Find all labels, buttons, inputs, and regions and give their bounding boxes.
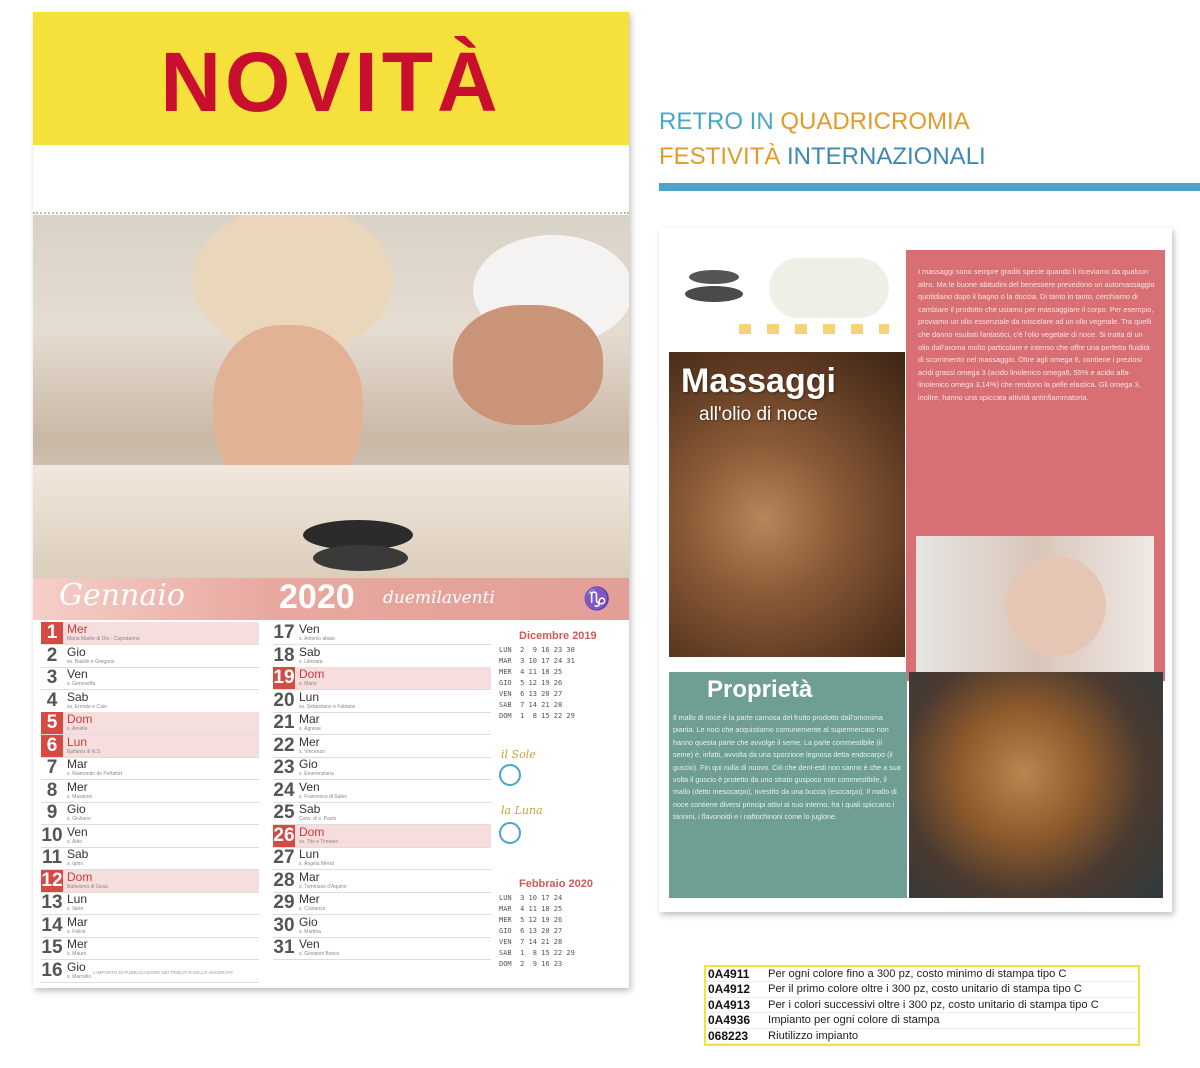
mini-calendar-row: SAB 7 14 21 28 [499,701,563,709]
day-name: Mar [299,712,320,726]
day-number: 20 [273,689,295,711]
mini-calendar-row: LUN 2 9 16 23 30 [499,646,575,654]
calendar-day [273,735,491,758]
mini-calendar-row: GIO 6 13 20 27 [499,927,563,935]
day-number: 19 [273,667,295,688]
day-number: 9 [46,802,58,823]
sun-icon [499,764,521,786]
day-number: 31 [273,937,295,958]
day-number: 23 [273,757,295,778]
rolled-towel [769,258,889,318]
day-name: Lun [299,689,320,704]
day-saint: Maria Madre di Dio - Capodanno [67,636,140,642]
day-saint: s. Emerenziana [299,771,334,777]
calendar-day [41,690,259,713]
next-month-title: Febbraio 2020 [519,878,593,890]
day-name: Gio [67,959,86,974]
cracked-walnuts-photo [909,672,1163,898]
stone [689,270,739,284]
day-name: Dom [299,824,325,839]
day-name: Mar [67,757,88,771]
calendar-day [41,937,259,960]
day-name: Mar [67,914,88,929]
day-saint: s. Aldo [67,838,83,845]
day-saint: Conv. di s. Paolo [299,816,337,822]
day-saint: s. Raimondo de Peñafort [67,771,123,777]
day-name: Mer [299,892,320,906]
day-name: Dom [67,712,93,726]
wall-calendar [33,12,629,988]
mini-calendar-row: LUN 3 10 17 24 [499,894,563,902]
price-description: Per ogni colore fino a 300 pz, costo minimo di stampa tipo C [768,968,1067,980]
day-saint: ss. Basilio e Gregorio [67,658,115,665]
capricorn-icon: ♑ [583,586,611,611]
calendar-day [41,712,259,735]
price-code: 0A4911 [708,967,750,981]
pink-text-panel [906,250,1165,681]
calendar-day [273,870,491,893]
day-name: Gio [299,914,318,929]
heading-retro [659,108,970,136]
day-saint: s. Igino [67,861,84,867]
day-saint: s. Felice [67,928,86,935]
day-name: Dom [299,667,325,681]
mini-calendar-row: SAB 1 8 15 22 29 [499,949,575,957]
massaggi-title: Massaggi [681,362,836,400]
day-number: 24 [273,779,295,801]
day-number: 14 [41,914,63,936]
day-saint: s. Mario [299,681,317,687]
calendar-day [41,915,259,938]
woman-right-face [453,305,603,425]
calendar-day [41,780,259,803]
day-saint: Epifania di N.S. [67,748,102,755]
day-number: 18 [273,644,295,666]
day-name: Gio [67,644,86,659]
day-name: Mer [299,734,320,749]
mini-calendar-row: MAR 4 11 18 25 [499,905,563,913]
day-name: Sab [299,644,321,659]
price-row [706,1013,1138,1028]
day-saint: s. Agnese [299,726,321,732]
price-code: 0A4912 [708,982,751,997]
month-name: Gennaio [59,578,185,613]
day-number: 27 [273,847,295,868]
calendar-day [273,690,491,713]
day-name: Gio [299,757,318,771]
calendar-day [273,780,491,803]
day-saint: s. Marcello [67,973,92,980]
price-description: Riutilizzo impianto [768,1029,859,1042]
day-saint: s. Genoveffa [67,681,96,687]
perforation-line [33,212,629,214]
price-description: Per il primo colore oltre i 300 pz, costo unitario di stampa tipo C [768,983,1083,996]
day-saint: Battesimo di Gesù [67,883,108,890]
calendar-day [273,667,491,690]
day-saint: ss. Tito e Timoteo [299,838,339,845]
day-saint: s. Antonio abate [299,636,335,642]
calendar-day [273,802,491,825]
mini-calendar-row: MAR 3 10 17 24 31 [499,657,575,665]
day-name: Mer [67,779,88,794]
day-number: 11 [41,847,63,868]
novita-title: NOVITÀ [160,35,502,129]
day-name: Ven [299,937,320,951]
day-number: 28 [273,869,295,891]
price-table [704,965,1140,1046]
price-row [706,1029,1138,1044]
day-number: 10 [41,824,63,846]
day-number: 15 [41,937,63,958]
day-name: Lun [67,892,88,906]
day-saint: s. Martina [299,928,321,935]
proprieta-text: Il mallo di noce è la parte carnosa del frutto prodotto dall'omonima pianta. Le noci che acquistiamo comunemente al supermercato non hanno questa parte che avvolge il seme. La parte commestibile (il seme) è, infatti, avvolta da una sporzione legnosa detta endocarpo (il guscio). Fin qui nulla di nuovo. Ciò che dent-esti non sanno è che a sua volta il guscio è protetto da uno strato gusposo non commestibile, il mallo (detto mesocarpo), rivestito da una buccia (esocarpo). Il mallo di noce contiene diversi principi attivi al suo interno, fra i quali spiccano i tannini, i flavonoidi e i naftochinoni come lo juglone. [673,713,901,822]
year-words: duemilaventi [383,588,495,608]
calendar-day [41,667,259,690]
price-row [706,982,1138,997]
moon-label: la Luna [501,804,543,817]
price-description: Per i colori successivi oltre i 300 pz, costo unitario di stampa tipo C [768,998,1099,1011]
day-number: 5 [41,712,63,734]
day-number: 8 [46,779,58,801]
day-name: Ven [299,622,320,636]
calendar-day [273,892,491,915]
sun-label: il Sole [501,748,536,761]
day-saint: s. Massimo [67,793,93,800]
day-number: 7 [46,757,58,778]
hot-stone-2 [313,545,408,571]
day-saint: s. Mauro [67,951,87,957]
prev-month-title: Dicembre 2019 [519,630,597,642]
day-number: 4 [46,689,58,711]
calendar-day [41,802,259,825]
heading-retro-b: QUADRICROMIA [780,108,970,135]
stones-candles-photo [669,250,905,348]
calendar-day [273,825,491,848]
day-number: 12 [41,869,63,891]
calendar-day [41,757,259,780]
calendar-day [273,915,491,938]
mini-calendar-row: GIO 5 12 19 26 [499,679,563,687]
day-saint: s. Giuliano [67,816,91,822]
proprieta-title: Proprietà [707,676,813,703]
mini-calendar-row: VEN 7 14 21 28 [499,938,563,946]
spa-photo [33,215,629,590]
calendar-day [41,870,259,893]
day-saint: ss. Sebastiano e Fabiano [299,703,356,710]
massage-shoulder [1006,556,1106,656]
mini-calendar-row: VEN 6 13 20 27 [499,690,563,698]
mini-calendar-row: DOM 2 9 16 23 [499,960,563,968]
day-saint: s. Tommaso d'Aquino [299,883,347,890]
massage-photo [916,536,1154,682]
heading-festivita [659,143,986,171]
day-number: 1 [41,622,63,644]
day-name: Ven [299,779,320,794]
day-name: Mer [67,937,88,951]
price-code: 068223 [708,1028,749,1043]
mini-calendar-row: MER 4 11 18 25 [499,668,563,676]
day-saint: s. Francesco di Sales [299,793,347,800]
heading-festivita-b: INTERNAZIONALI [787,143,986,170]
day-number: 22 [273,734,295,756]
day-name: Dom [67,869,93,884]
calendar-day [41,847,259,870]
day-name: Sab [67,689,89,704]
price-row [706,998,1138,1013]
calendar-day [273,757,491,780]
day-saint: s. Amelia [67,726,88,732]
day-name: Gio [67,802,86,816]
calendar-day [273,847,491,870]
day-number: 30 [273,914,295,936]
day-number: 21 [273,712,295,733]
calendar-day [41,892,259,915]
day-name: Sab [299,802,321,816]
day-saint: s. Costanzo [299,906,326,912]
mini-calendar-row: MER 5 12 19 26 [499,916,563,924]
day-saint: s. Liberata [299,658,323,665]
day-name: Ven [67,667,88,681]
calendar-day [273,712,491,735]
day-saint: ss. Ermete e Caio [67,703,107,710]
day-saint: s. Vincenzo [299,748,325,755]
calendar-footer: L'IMPORTO DI PUBBLICAZIONE DEI TRIBUTI E DELLE ANAGRAFE [93,970,234,975]
moon-icon [499,822,521,844]
day-number: 13 [41,892,63,913]
day-name: Mer [67,622,88,636]
calendar-day [41,825,259,848]
day-number: 3 [46,667,58,688]
day-saint: s. Ilario [67,906,84,912]
candles [739,324,889,334]
day-name: Sab [67,847,89,861]
day-number: 6 [41,735,63,757]
heading-festivita-a: FESTIVITÀ [659,143,788,170]
massaggi-text: I massaggi sono sempre graditi specie quando li riceviamo da qualcun altro. Ma le buone abitudini del benessere prevedono un automassaggio quotidiano dopo il bagno o la doccia. Di tanto in tanto, cerchiamo di cambiare il prodotto che usiamo per massaggiare il corpo. Per esempio, proviamo un olio essenziale da miscelare ad un olio vegetale. Tra quelli che danno risultati fantastici, c'è l'olio vegetale di noce. Si tratta di un olio dall'aroma molto particolare e intenso che offre una perfetta fluidità di scorrimento nel massaggio. Oltre agli omega 6, contiene i preziosi acidi grassi omega 3 (acido linolenico omega6, 55% e acido alfa-linolenico omega 3,14%) che rendono la pelle elastica. Gli omega 3, inoltre, hanno una spiccata attività antinfiammatoria. [918,267,1155,402]
day-name: Ven [67,824,88,839]
day-saint: s. Angela Merici [299,861,335,867]
calendar-day [41,735,259,758]
day-number: 29 [273,892,295,913]
calendar-day [41,645,259,668]
calendar-day [273,645,491,668]
massaggi-subtitle: all'olio di noce [699,404,818,425]
day-number: 2 [46,644,58,666]
price-description: Impianto per ogni colore di stampa [768,1014,940,1027]
price-code: 0A4936 [708,1013,751,1028]
price-code: 0A4913 [708,997,751,1012]
heading-retro-a: RETRO IN [659,108,781,135]
mini-calendar-row: DOM 1 8 15 22 29 [499,712,575,720]
calendar-day [273,937,491,960]
stone [685,286,743,302]
calendar-day [273,622,491,645]
price-row [706,967,1138,982]
day-number: 16 [41,959,63,981]
year-number: 2020 [279,578,355,616]
day-name: Mar [299,869,320,884]
day-name: Lun [299,847,320,861]
calendar-back-sheet [659,228,1172,912]
calendar-day [41,622,259,645]
day-number: 26 [273,824,295,846]
day-number: 25 [273,802,295,823]
day-name: Lun [67,734,88,749]
blue-rule [659,183,1200,191]
day-number: 17 [273,622,295,643]
day-saint: s. Giovanni Bosco [299,951,340,957]
